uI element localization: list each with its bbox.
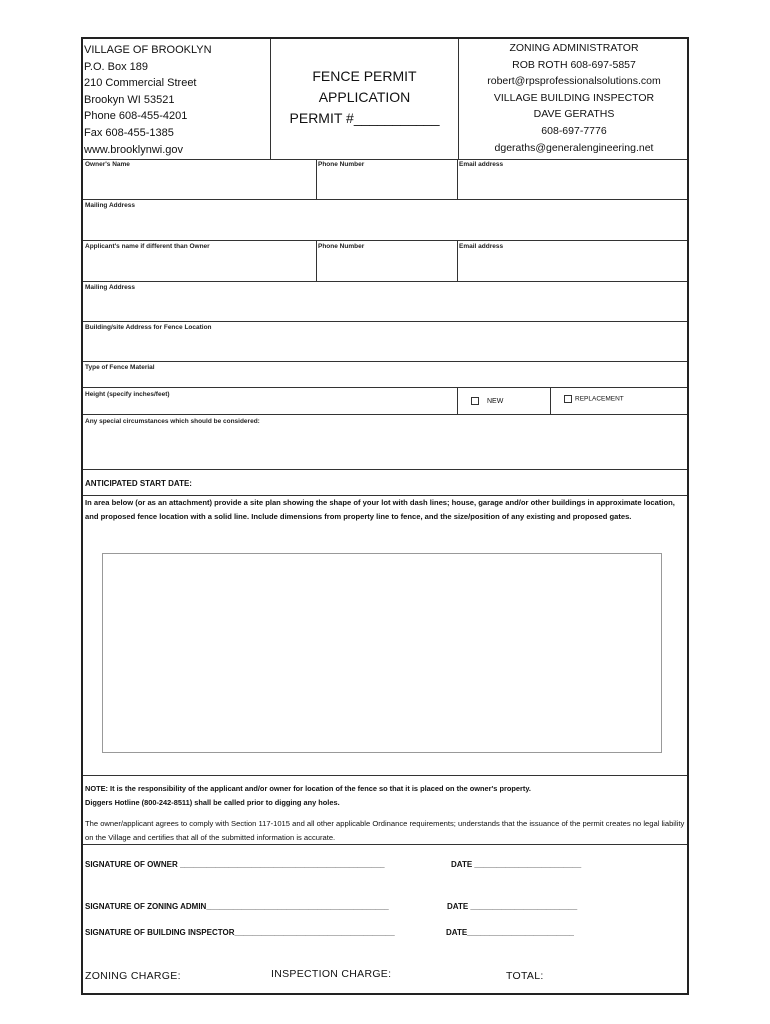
new-option[interactable] [471, 397, 503, 405]
cell-divider [457, 159, 458, 199]
owner-date-line[interactable]: DATE ________________________ [451, 860, 582, 869]
cell-divider [457, 387, 458, 414]
new-checkbox[interactable] [471, 397, 479, 405]
admin-email-link[interactable]: robert@rpsprofessionalsolutions.com [487, 75, 661, 88]
row-divider [83, 469, 687, 470]
village-contact-line: Phone 608-455-4201 [84, 110, 188, 123]
cell-divider [457, 240, 458, 281]
zoning-admin-date-line[interactable]: DATE ________________________ [447, 902, 578, 911]
new-label: NEW [487, 397, 504, 405]
row-divider [83, 387, 687, 388]
owner-phone-field[interactable]: Phone Number [318, 161, 365, 168]
admin-contact-line: DAVE GERATHS [533, 108, 615, 121]
village-contact-block [84, 42, 212, 158]
inspection-charge-field[interactable]: INSPECTION CHARGE: [271, 968, 392, 980]
row-divider [83, 775, 687, 776]
site-address-field[interactable]: Building/site Address for Fence Location [85, 324, 212, 331]
form-title-line: FENCE PERMIT [312, 68, 417, 84]
site-plan-instructions: In area below (or as an attachment) provide a site plan showing the shape of your lot with dash lines; house, garage and/or other buildings in approximate location, and proposed fence location with a solid line. Include dimensions from property line to fence, and the size/position of any existing and proposed gates. [85, 498, 675, 521]
height-field[interactable]: Height (specify inches/feet) [85, 391, 170, 398]
row-divider [83, 321, 687, 322]
special-circumstances-field[interactable]: Any special circumstances which should be considered: [85, 418, 260, 425]
site-plan-drawing-area[interactable] [102, 553, 662, 753]
anticipated-start-date-field[interactable]: ANTICIPATED START DATE: [85, 479, 192, 488]
owner-signature-line[interactable]: SIGNATURE OF OWNER ______________________________________________ [85, 860, 385, 869]
replacement-label: REPLACEMENT [575, 395, 624, 403]
village-contact-line: Fax 608-455-1385 [84, 126, 174, 139]
zoning-charge-field[interactable]: ZONING CHARGE: [85, 970, 181, 982]
total-charge-field[interactable]: TOTAL: [506, 970, 544, 982]
form-title-line: APPLICATION [318, 89, 411, 105]
permit-number: PERMIT #___________ [289, 110, 440, 126]
form-title-block [271, 66, 458, 129]
building-inspector-date-line[interactable]: DATE________________________ [446, 928, 574, 937]
fence-material-field[interactable]: Type of Fence Material [85, 364, 155, 371]
row-divider [83, 844, 687, 845]
row-divider [83, 159, 687, 160]
fence-permit-form [81, 37, 689, 995]
admin-contact-line: 608-697-7776 [541, 124, 607, 137]
owner-mailing-address-field[interactable]: Mailing Address [85, 202, 135, 209]
owner-email-field[interactable]: Email address [459, 161, 504, 168]
note-responsibility: NOTE: It is the responsibility of the applicant and/or owner for location of the fence so that it is placed on the owner's property. [85, 784, 531, 793]
applicant-email-field[interactable]: Email address [459, 243, 504, 250]
village-contact-line: 210 Commercial Street [84, 77, 197, 90]
village-contact-line: VILLAGE OF BROOKLYN [84, 44, 212, 56]
admin-contact-line: ZONING ADMINISTRATOR [509, 42, 639, 54]
inspector-email-link[interactable]: dgeraths@generalengineering.net [494, 141, 654, 154]
building-inspector-signature-line[interactable]: SIGNATURE OF BUILDING INSPECTOR____________________________________ [85, 928, 395, 937]
row-divider [83, 240, 687, 241]
applicant-phone-field[interactable]: Phone Number [318, 243, 365, 250]
applicant-name-field[interactable]: Applicant's name if different than Owner [85, 243, 210, 250]
note-agreement: The owner/applicant agrees to comply with Section 117-1015 and all other applicable Ordinance requirements; understands that the issuance of the permit creates no legal liability on the Village and certifies that all of the submitted information is accurate. [85, 819, 685, 842]
owner-name-field[interactable]: Owner's Name [85, 161, 130, 168]
cell-divider [316, 240, 317, 281]
administrator-contact-block [459, 40, 689, 156]
note-diggers-hotline: Diggers Hotline (800-242-8511) shall be called prior to digging any holes. [85, 798, 340, 807]
applicant-mailing-address-field[interactable]: Mailing Address [85, 284, 135, 291]
row-divider [83, 414, 687, 415]
village-website-link[interactable]: www.brooklynwi.gov [84, 143, 184, 156]
admin-contact-line: ROB ROTH 608-697-5857 [512, 58, 636, 71]
admin-contact-line: VILLAGE BUILDING INSPECTOR [493, 91, 655, 104]
row-divider [83, 361, 687, 362]
cell-divider [316, 159, 317, 199]
row-divider [83, 199, 687, 200]
replacement-option[interactable] [564, 395, 624, 403]
village-contact-line: Brookyn WI 53521 [84, 93, 175, 106]
zoning-admin-signature-line[interactable]: SIGNATURE OF ZONING ADMIN_________________________________________ [85, 902, 389, 911]
cell-divider [550, 387, 551, 414]
village-contact-line: P.O. Box 189 [84, 60, 149, 73]
row-divider [83, 281, 687, 282]
replacement-checkbox[interactable] [564, 395, 572, 403]
